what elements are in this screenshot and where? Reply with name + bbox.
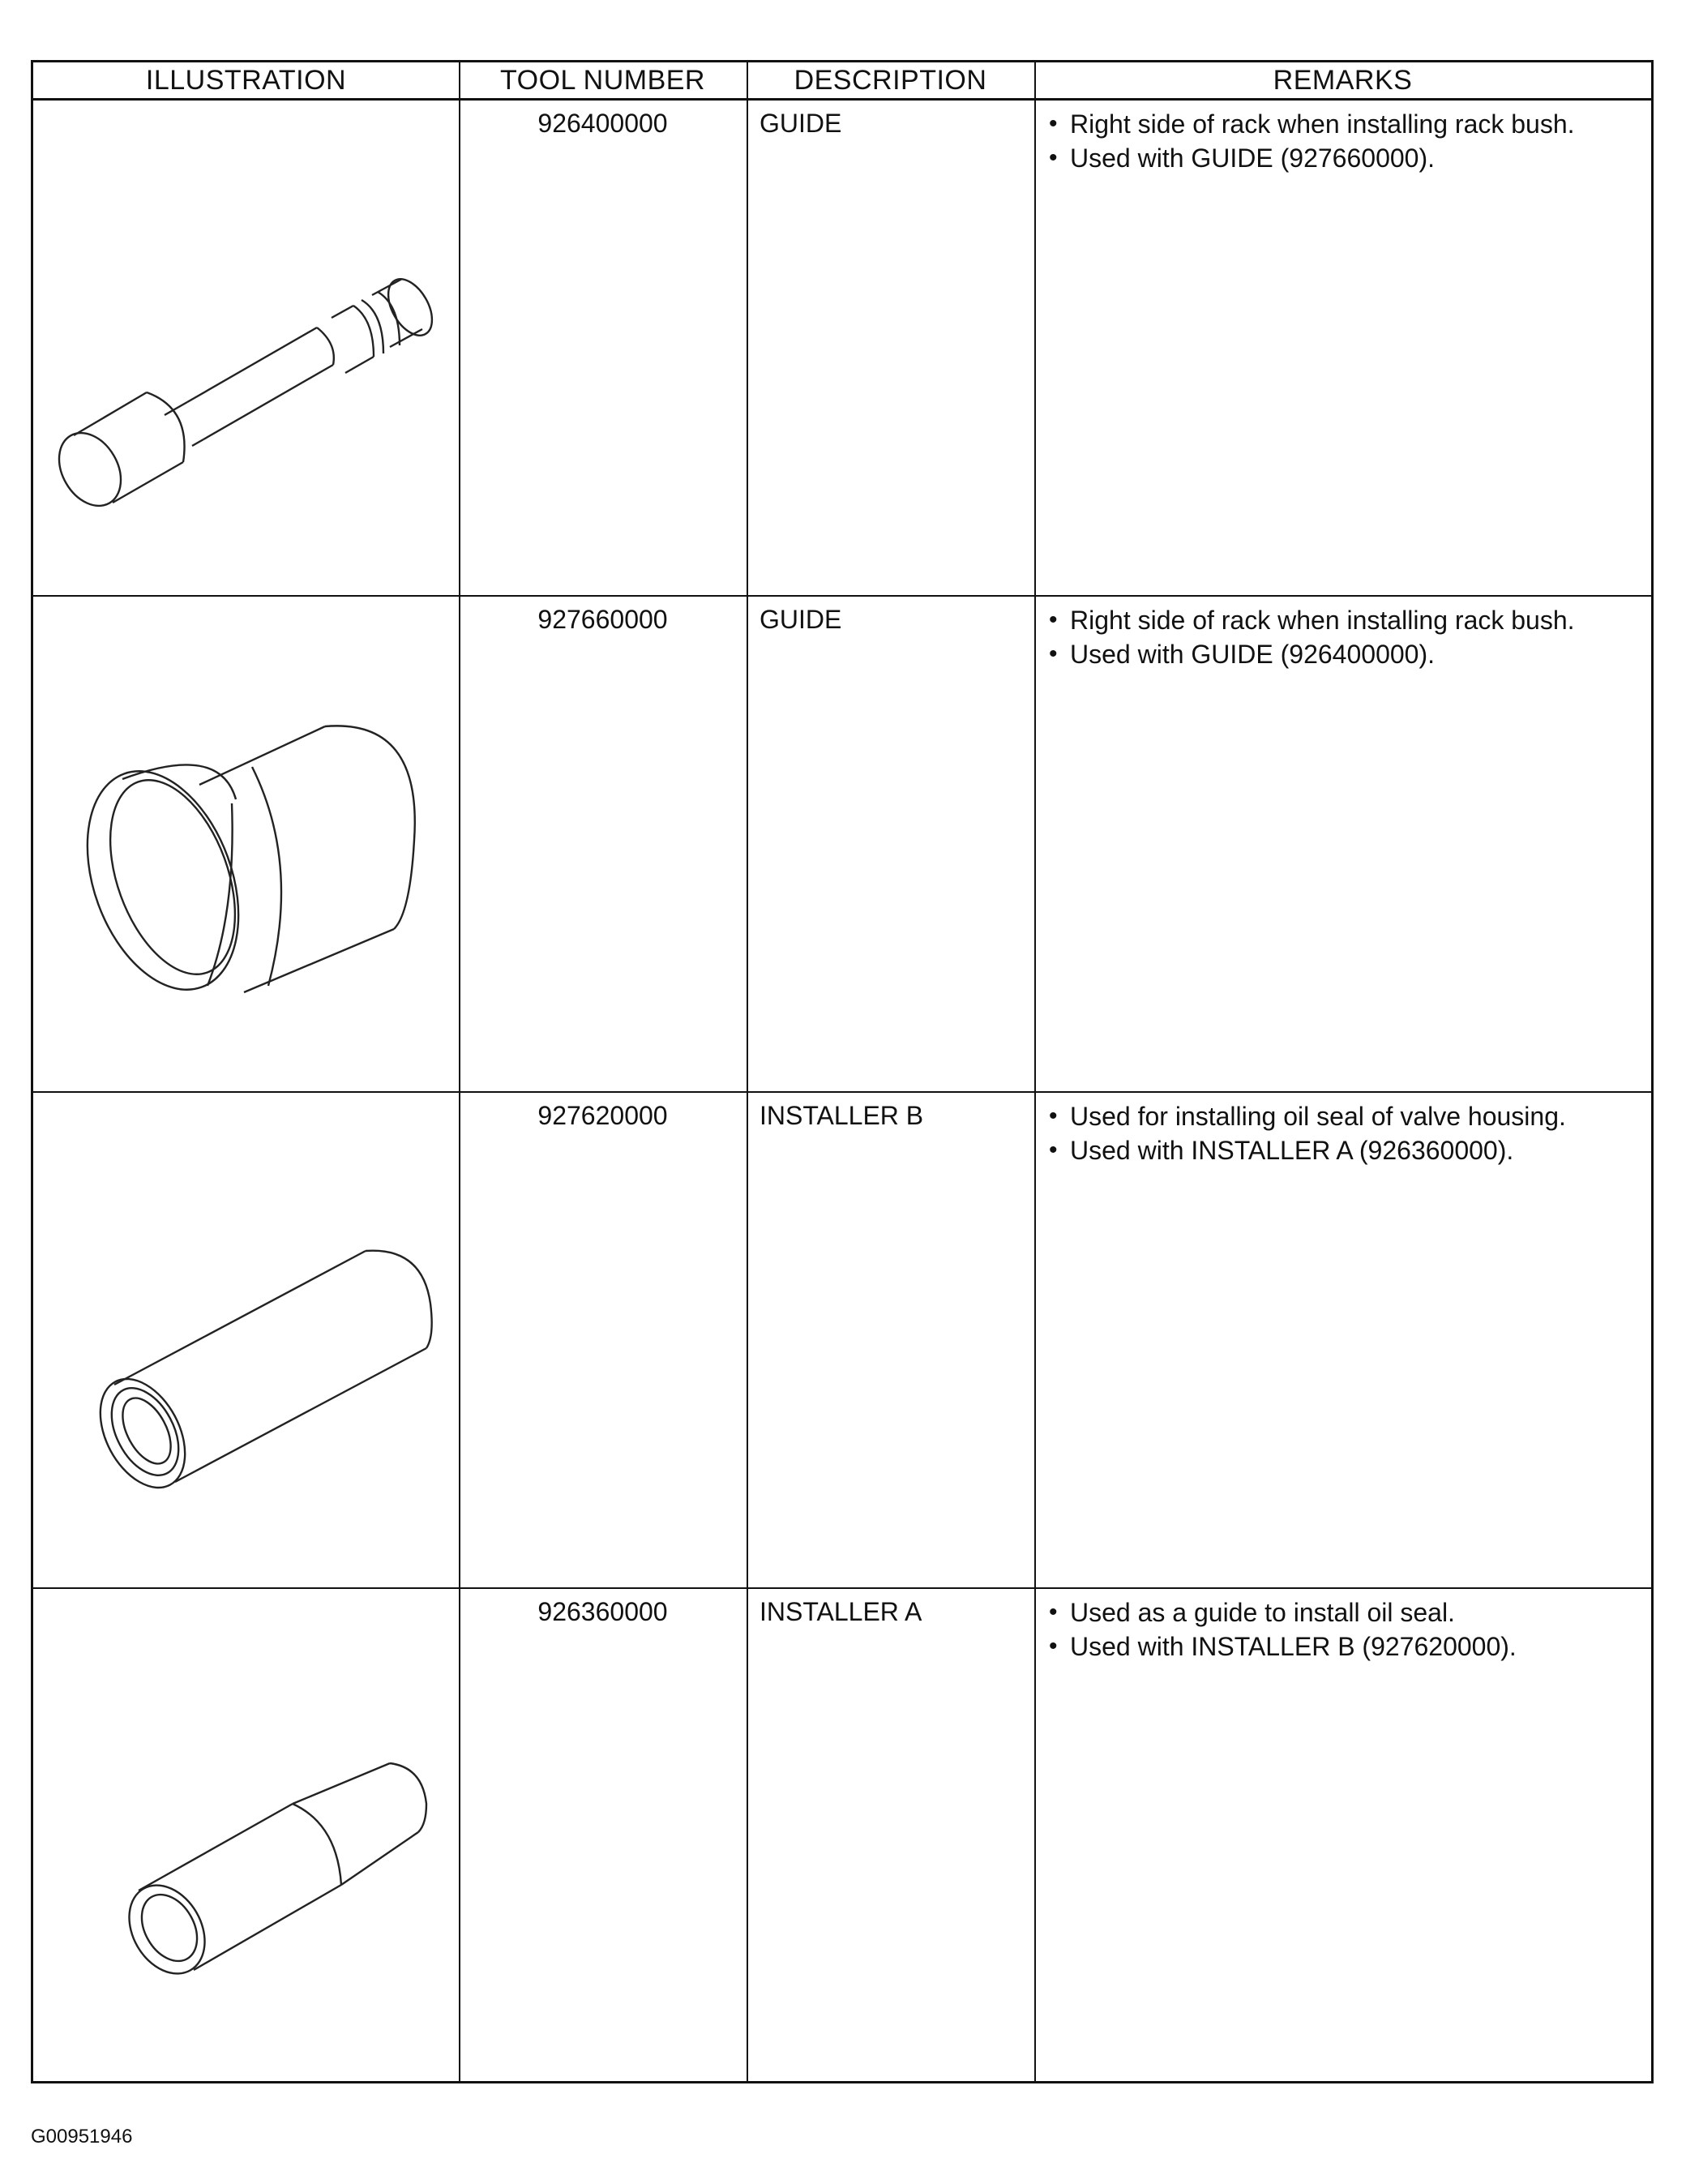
- illustration-cell: [33, 1589, 459, 2081]
- remark-item: • Used with INSTALLER B (927620000).: [1046, 1629, 1651, 1664]
- remarks-cell: [1034, 1093, 1651, 1587]
- remark-item: • Used for installing oil seal of valve housing.: [1046, 1099, 1651, 1133]
- description-cell: INSTALLER A: [760, 1597, 922, 1626]
- illustration-cell: [33, 1093, 459, 1587]
- illustration-cell: [33, 597, 459, 1091]
- remark-item: • Used with INSTALLER A (926360000).: [1046, 1133, 1651, 1167]
- tool-number-cell: 927620000: [537, 1101, 668, 1130]
- remarks-cell: [1034, 597, 1651, 1091]
- remarks-cell: [1034, 1589, 1651, 2081]
- header-description: DESCRIPTION: [794, 65, 987, 96]
- illustration-cell: [33, 101, 459, 595]
- table-row: [33, 597, 1651, 1093]
- table-row: [33, 1589, 1651, 2081]
- special-tools-table: [31, 60, 1654, 2083]
- table-header: [33, 62, 1651, 101]
- header-remarks: REMARKS: [1273, 65, 1413, 96]
- figure-code: G00951946: [31, 2126, 133, 2148]
- remarks-cell: [1034, 101, 1651, 595]
- stepped-guide-pin-icon: [33, 101, 459, 597]
- remark-item: • Used with GUIDE (926400000).: [1046, 637, 1651, 671]
- description-cell: INSTALLER B: [760, 1101, 924, 1130]
- remark-item: • Used with GUIDE (927660000).: [1046, 141, 1651, 175]
- tool-number-cell: 927660000: [537, 605, 668, 634]
- tapered-sleeve-guide-icon: [33, 597, 459, 1093]
- remark-item: • Used as a guide to install oil seal.: [1046, 1595, 1651, 1629]
- tapered-installer-icon: [33, 1589, 459, 2085]
- header-tool-number: TOOL NUMBER: [500, 65, 705, 96]
- description-cell: GUIDE: [760, 605, 842, 634]
- table-row: [33, 101, 1651, 597]
- tool-number-cell: 926360000: [537, 1597, 668, 1626]
- remark-item: • Right side of rack when installing rack bush.: [1046, 603, 1651, 637]
- tube-installer-icon: [33, 1093, 459, 1589]
- tool-number-cell: 926400000: [537, 109, 668, 138]
- header-illustration: ILLUSTRATION: [145, 65, 347, 96]
- remark-item: • Right side of rack when installing rack bush.: [1046, 107, 1651, 141]
- table-row: [33, 1093, 1651, 1589]
- description-cell: GUIDE: [760, 109, 842, 138]
